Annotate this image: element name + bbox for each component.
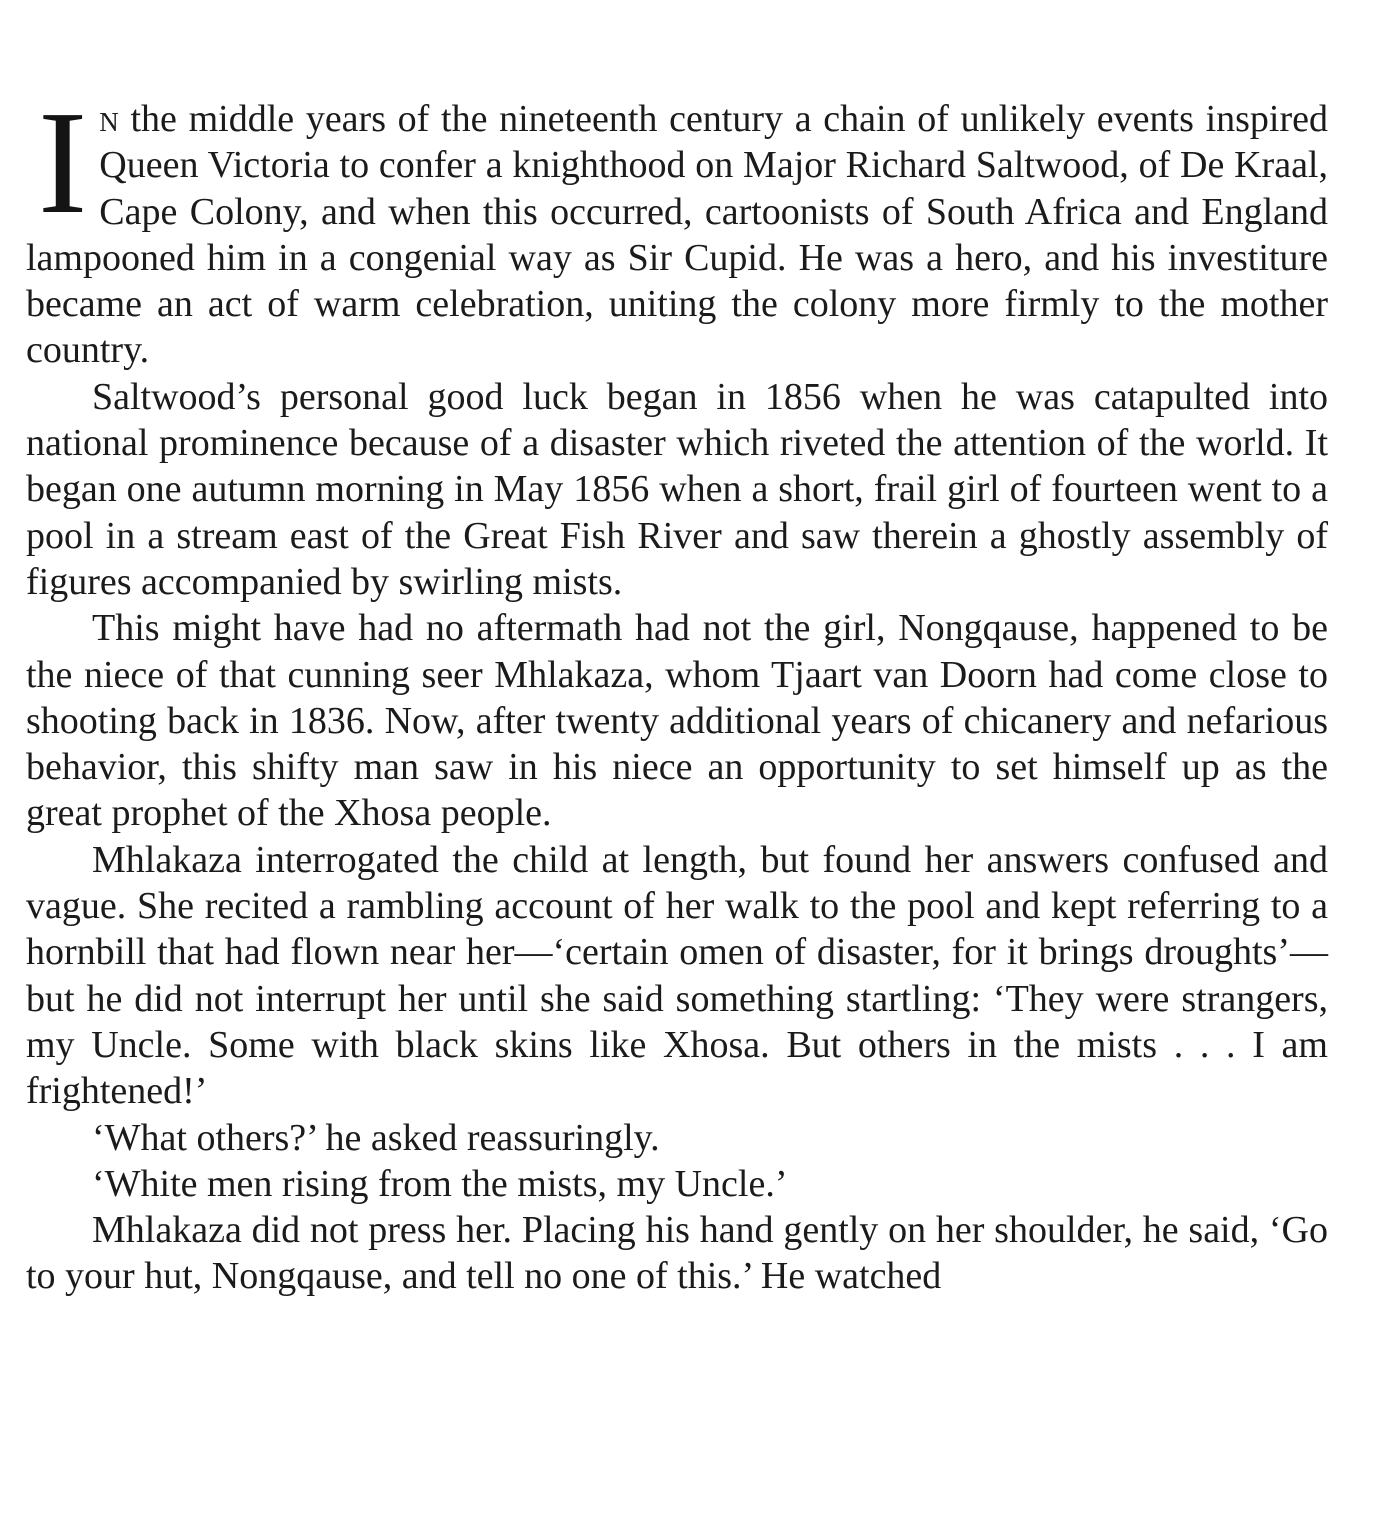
drop-cap: I xyxy=(38,81,88,245)
paragraph-7: Mhlakaza did not press her. Placing his hand gently on her shoulder, he said, ‘Go to your hut, Nongqause, and tell no one of this.’ He watched xyxy=(26,1209,1328,1298)
paragraph-4: Mhlakaza interrogated the child at length, but found her answers confused and vague. She recited a rambling account of her walk to the pool and kept referring to a hornbill that had flown near her—‘certain omen of disaster, for it brings droughts’—but he did not interrupt her until she said something startling: ‘They were strangers, my Uncle. Some with black skins like Xhosa. But others in the mists . . . I am frightened!’ xyxy=(26,838,1328,1113)
paragraph-5: ‘What others?’ he asked reassuringly. xyxy=(92,1116,660,1159)
paragraph-1-text: the middle years of the nineteenth century a chain of unlikely events inspired Queen Victoria to confer a knighthood on Major Richard Saltwood, of De Kraal, Cape Colony, and when this occurred, cartoonists of South Africa and England lampooned him in a congenial way as Sir Cupid. He was a hero, and his investiture became an act of warm celebration, uniting the colony more firmly to the mother country. xyxy=(26,98,1328,372)
lead-word: n xyxy=(99,98,119,140)
paragraph-2: Saltwood’s personal good luck began in 1856 when he was catapulted into national prominence because of a disaster which riveted the attention of the world. It began one autumn morning in May 1856 when a short, frail girl of fourteen went to a pool in a stream east of the Great Fish River and saw therein a ghostly assembly of figures accompanied by swirling mists. xyxy=(26,375,1328,603)
body-text xyxy=(26,81,1328,1300)
paragraph-6: ‘White men rising from the mists, my Uncle.’ xyxy=(92,1162,788,1205)
paragraph-1 xyxy=(26,81,1328,374)
paragraph-3: This might have had no aftermath had not the girl, Nongqause, happened to be the niece of that cunning seer Mhlakaza, whom Tjaart van Doorn had come close to shooting back in 1836. Now, after twenty additional years of chicanery and nefarious behavior, this shifty man saw in his niece an opportunity to set himself up as the great prophet of the Xhosa people. xyxy=(26,607,1328,835)
